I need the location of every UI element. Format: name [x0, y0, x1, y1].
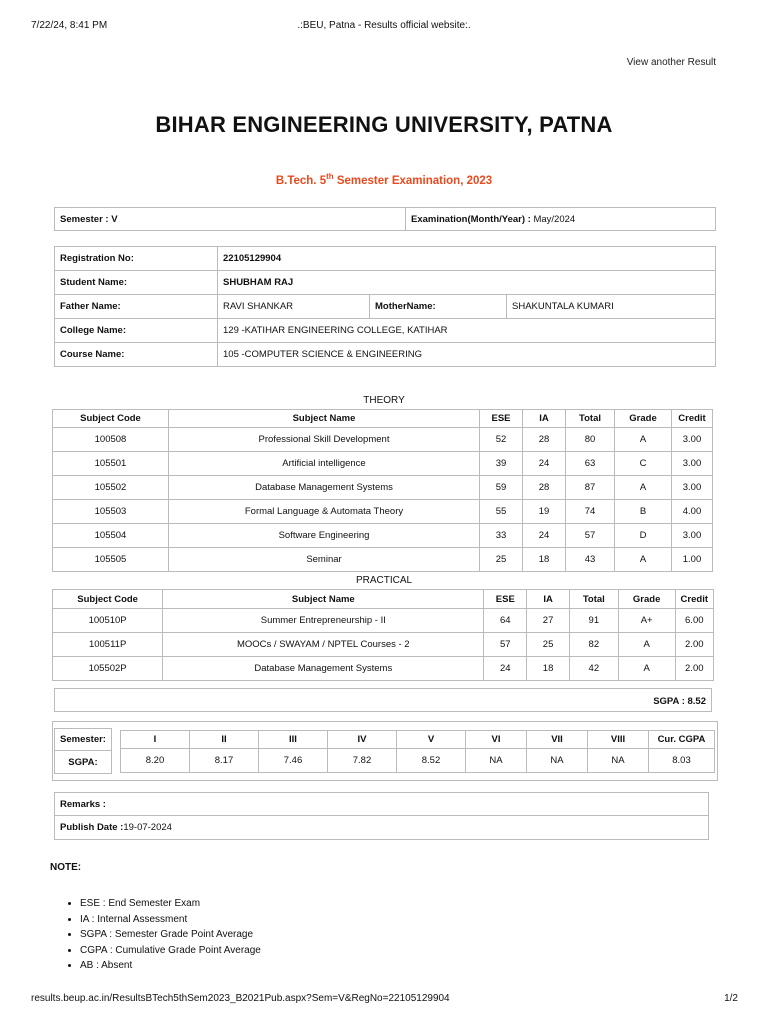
grade-summary-labels — [54, 728, 112, 774]
subject-name: Database Management Systems — [169, 476, 480, 500]
table-row — [53, 428, 713, 452]
theory-header: Grade — [615, 410, 672, 428]
college-name-value: 129 -KATIHAR ENGINEERING COLLEGE, KATIHAR — [218, 319, 716, 343]
list-item: • IA : Internal Assessment — [80, 912, 261, 928]
semester-header: VII — [527, 731, 588, 749]
practical-header: Credit — [675, 590, 713, 609]
credit: 3.00 — [672, 476, 713, 500]
semester-sgpa: 8.52 — [397, 749, 466, 773]
view-another-result-link[interactable]: View another Result — [626, 57, 716, 68]
semester-sgpa: NA — [466, 749, 527, 773]
grade: A — [615, 476, 672, 500]
exam-month-year — [406, 208, 716, 231]
sgpa-row-label: SGPA: — [55, 751, 112, 774]
semester-header: III — [259, 731, 328, 749]
father-name-label: Father Name: — [55, 295, 218, 319]
practical-table — [52, 589, 714, 681]
semester-row-label: Semester: — [55, 729, 112, 751]
table-row — [53, 633, 714, 657]
credit: 3.00 — [672, 524, 713, 548]
semester-header: VIII — [588, 731, 649, 749]
semester-sgpa: NA — [588, 749, 649, 773]
print-datetime: 7/22/24, 8:41 PM — [31, 20, 108, 31]
practical-header: Subject Name — [163, 590, 484, 609]
subject-code: 105505 — [53, 548, 169, 572]
mother-name-value: SHAKUNTALA KUMARI — [507, 295, 716, 319]
student-name-value: SHUBHAM RAJ — [218, 271, 716, 295]
father-name-value: RAVI SHANKAR — [218, 295, 370, 319]
semester-header: VI — [466, 731, 527, 749]
remarks-label: Remarks : — [55, 793, 709, 816]
credit: 3.00 — [672, 428, 713, 452]
total-score: 82 — [569, 633, 618, 657]
ese-score: 59 — [480, 476, 523, 500]
ia-score: 28 — [523, 476, 566, 500]
publish-date — [55, 816, 709, 840]
ese-score: 25 — [480, 548, 523, 572]
ese-score: 55 — [480, 500, 523, 524]
subject-name: Seminar — [169, 548, 480, 572]
practical-header: Total — [569, 590, 618, 609]
subject-code: 105503 — [53, 500, 169, 524]
semester-header: V — [397, 731, 466, 749]
total-score: 43 — [566, 548, 615, 572]
ia-score: 19 — [523, 500, 566, 524]
exam-title-suffix: Semester Examination, 2023 — [333, 174, 493, 187]
subject-code: 105501 — [53, 452, 169, 476]
university-title: BIHAR ENGINEERING UNIVERSITY, PATNA — [155, 112, 613, 137]
page-url: results.beup.ac.in/ResultsBTech5thSem2023_B2021Pub.aspx?Sem=V&RegNo=22105129904 — [31, 993, 450, 1004]
ia-score: 27 — [527, 609, 570, 633]
theory-header: Subject Name — [169, 410, 480, 428]
registration-value: 22105129904 — [218, 247, 716, 271]
grade-summary-table — [120, 730, 715, 773]
mother-name-label: MotherName: — [370, 295, 507, 319]
credit: 1.00 — [672, 548, 713, 572]
ia-score: 18 — [527, 657, 570, 681]
practical-header: IA — [527, 590, 570, 609]
registration-label: Registration No: — [55, 247, 218, 271]
exam-title — [0, 172, 768, 187]
course-name-label: Course Name: — [55, 343, 218, 367]
practical-header: Grade — [618, 590, 675, 609]
exam-title-sup: th — [326, 172, 334, 181]
semester-sgpa: NA — [527, 749, 588, 773]
ese-score: 39 — [480, 452, 523, 476]
theory-header: IA — [523, 410, 566, 428]
semester-sgpa: 7.46 — [259, 749, 328, 773]
table-row — [53, 548, 713, 572]
list-item: • SGPA : Semester Grade Point Average — [80, 927, 261, 943]
ia-score: 24 — [523, 452, 566, 476]
ia-score: 28 — [523, 428, 566, 452]
grade: A+ — [618, 609, 675, 633]
semester-header: IV — [328, 731, 397, 749]
ese-score: 57 — [484, 633, 527, 657]
sgpa-value: SGPA : 8.52 — [653, 696, 706, 707]
ese-score: 64 — [484, 609, 527, 633]
ese-score: 52 — [480, 428, 523, 452]
practical-header: ESE — [484, 590, 527, 609]
cgpa-header: Cur. CGPA — [649, 731, 715, 749]
grade: D — [615, 524, 672, 548]
table-row — [53, 500, 713, 524]
subject-name: Artificial intelligence — [169, 452, 480, 476]
course-name-value: 105 -COMPUTER SCIENCE & ENGINEERING — [218, 343, 716, 367]
subject-code: 105504 — [53, 524, 169, 548]
subject-code: 100511P — [53, 633, 163, 657]
ia-score: 25 — [527, 633, 570, 657]
practical-header: Subject Code — [53, 590, 163, 609]
subject-name: Database Management Systems — [163, 657, 484, 681]
theory-label: THEORY — [363, 395, 405, 406]
ese-score: 33 — [480, 524, 523, 548]
theory-header: Total — [566, 410, 615, 428]
grade: A — [615, 428, 672, 452]
college-name-label: College Name: — [55, 319, 218, 343]
publish-date-value: 19-07-2024 — [123, 822, 172, 833]
total-score: 87 — [566, 476, 615, 500]
grade: A — [618, 657, 675, 681]
credit: 3.00 — [672, 452, 713, 476]
subject-name: Summer Entrepreneurship - II — [163, 609, 484, 633]
subject-name: Software Engineering — [169, 524, 480, 548]
exam-month-year-value: May/2024 — [530, 213, 576, 225]
notes-list — [62, 896, 261, 974]
total-score: 42 — [569, 657, 618, 681]
subject-code: 105502P — [53, 657, 163, 681]
grade: C — [615, 452, 672, 476]
table-row — [53, 657, 714, 681]
ia-score: 24 — [523, 524, 566, 548]
list-item: • AB : Absent — [80, 958, 261, 974]
subject-name: Formal Language & Automata Theory — [169, 500, 480, 524]
subject-code: 100510P — [53, 609, 163, 633]
semester-sgpa: 8.17 — [190, 749, 259, 773]
exam-month-year-label: Examination(Month/Year) : — [411, 213, 531, 225]
ese-score: 24 — [484, 657, 527, 681]
semester-sgpa: 8.20 — [121, 749, 190, 773]
theory-header: Credit — [672, 410, 713, 428]
page-tab-title: .:BEU, Patna - Results official website:. — [297, 20, 471, 31]
ia-score: 18 — [523, 548, 566, 572]
theory-header: ESE — [480, 410, 523, 428]
exam-title-prefix: B.Tech. 5 — [275, 174, 327, 187]
total-score: 91 — [569, 609, 618, 633]
total-score: 74 — [566, 500, 615, 524]
semester-label: Semester : V — [55, 208, 406, 231]
page-number: 1/2 — [724, 993, 738, 1004]
list-item: • CGPA : Cumulative Grade Point Average — [80, 943, 261, 959]
practical-label: PRACTICAL — [355, 575, 413, 586]
subject-name: Professional Skill Development — [169, 428, 480, 452]
grade: A — [615, 548, 672, 572]
list-item: • ESE : End Semester Exam — [80, 896, 261, 912]
subject-code: 100508 — [53, 428, 169, 452]
table-row — [53, 609, 714, 633]
semester-table — [54, 207, 716, 231]
credit: 6.00 — [675, 609, 713, 633]
semester-header: I — [121, 731, 190, 749]
theory-table — [52, 409, 713, 572]
subject-code: 105502 — [53, 476, 169, 500]
semester-sgpa: 7.82 — [328, 749, 397, 773]
theory-header: Subject Code — [53, 410, 169, 428]
student-info-table — [54, 246, 716, 367]
current-cgpa: 8.03 — [649, 749, 715, 773]
table-row — [53, 476, 713, 500]
table-row — [53, 452, 713, 476]
grade: B — [615, 500, 672, 524]
credit: 2.00 — [675, 657, 713, 681]
semester-header: II — [190, 731, 259, 749]
total-score: 63 — [566, 452, 615, 476]
note-title: NOTE: — [50, 862, 82, 873]
table-row — [53, 524, 713, 548]
total-score: 57 — [566, 524, 615, 548]
sgpa-box — [54, 688, 712, 712]
credit: 2.00 — [675, 633, 713, 657]
student-name-label: Student Name: — [55, 271, 218, 295]
total-score: 80 — [566, 428, 615, 452]
publish-date-label: Publish Date : — [60, 822, 124, 833]
subject-name: MOOCs / SWAYAM / NPTEL Courses - 2 — [163, 633, 484, 657]
remarks-table — [54, 792, 709, 840]
grade: A — [618, 633, 675, 657]
credit: 4.00 — [672, 500, 713, 524]
